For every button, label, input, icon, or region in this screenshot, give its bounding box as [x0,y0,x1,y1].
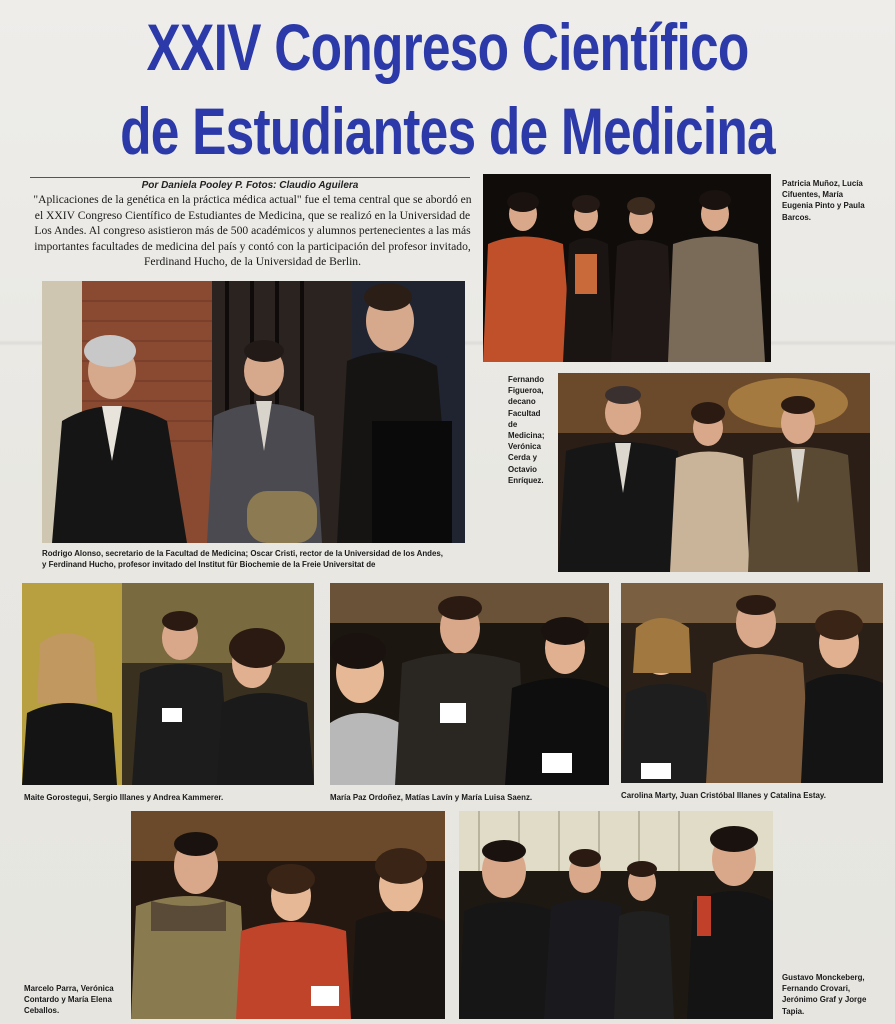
caption-officials: Rodrigo Alonso, secretario de la Facultad de Medicina; Oscar Cristi, rector de la Universidad de los Andes, y Ferdinand Hucho, profesor invitado del Institut für Biochemie de la Freie Universitat de [42,548,443,570]
photo-carolina-juan-catalina [621,583,883,783]
headline-line-2: de Estudiantes de Medicina [120,94,775,168]
caption-gustavo-fernando-jeronimo-jorge: Gustavo Monckeberg, Fernando Crovari, Jerónimo Graf y Jorge Tapia. [782,972,867,1016]
caption-group-women: Patricia Muñoz, Lucía Cifuentes, María Eugenia Pinto y Paula Barcos. [782,178,865,222]
photo-maria-paz-matias-maria-luisa [330,583,609,785]
byline: Por Daniela Pooley P. Fotos: Claudio Aguilera [30,177,470,191]
caption-maite-sergio-andrea: Maite Gorostegui, Sergio Illanes y Andrea Kammerer. [24,792,224,802]
photo-marcelo-veronica-maria-elena [131,811,445,1019]
caption-marcelo-veronica-maria-elena: Marcelo Parra, Verónica Contardo y María Elena Ceballos. [24,983,114,1016]
photo-gustavo-fernando-jeronimo-jorge [459,811,773,1019]
caption-maria-paz-matias-maria-luisa: María Paz Ordoñez, Matías Lavín y María Luisa Saenz. [330,792,533,802]
headline-line-1: XXIV Congreso Científico [146,10,749,84]
photo-maite-sergio-andrea [22,583,314,785]
photo-dean [558,373,870,572]
photo-group-women [483,174,771,362]
photo-officials [42,281,465,543]
caption-carolina-juan-catalina: Carolina Marty, Juan Cristóbal Illanes y Catalina Estay. [621,790,826,800]
intro-paragraph: "Aplicaciones de la genética en la práctica médica actual" fue el tema central que se abordó en el XXIV Congreso Científico de Estudiantes de Medicina, que se realizó en la Universidad de Los Andes. Al congreso asistieron más de 500 académicos y alumnos pertenecientes a las más importantes facultades de medicina del país y contó con la participación del profesor invitado, Ferdinand Hucho, de la Universidad de Berlin. [33,193,472,269]
caption-dean: Fernando Figueroa, decano Facultad de Medicina; Verónica Cerda y Octavio Enríquez. [508,374,545,485]
